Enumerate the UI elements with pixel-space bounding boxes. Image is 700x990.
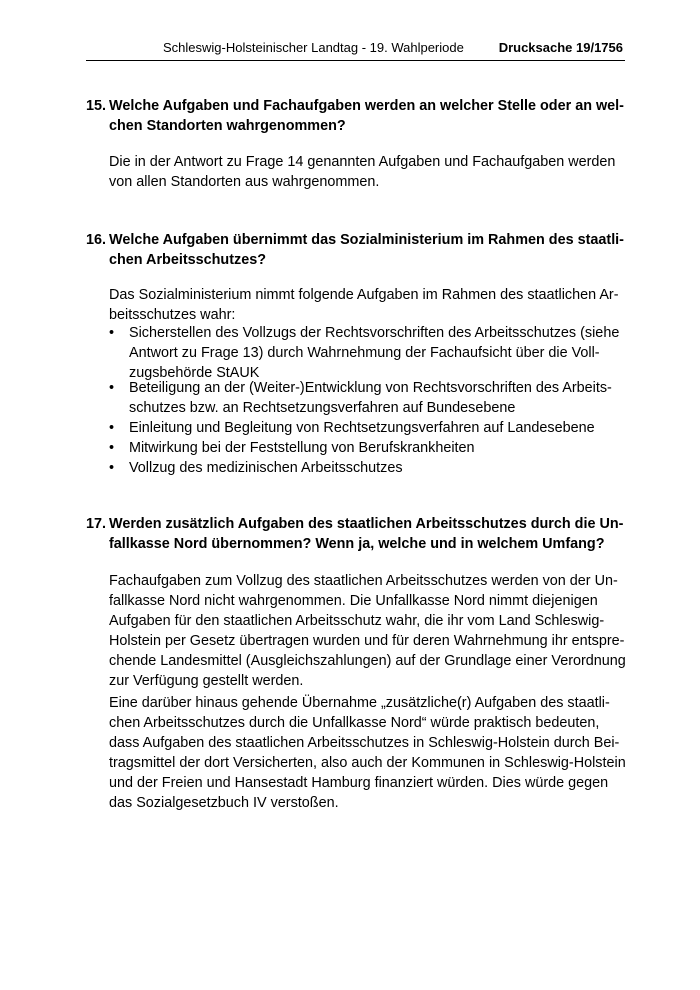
page-header <box>86 40 625 61</box>
text-line: Aufgaben für den staatlichen Arbeitsschutz wahr, die ihr vom Land Schleswig- <box>109 613 605 629</box>
text-line: Das Sozialministerium nimmt folgende Aufgaben im Rahmen des staatlichen Ar- <box>109 287 619 303</box>
text-line: zur Verfügung gestellt werden. <box>109 673 304 689</box>
list-item-line: zugsbehörde StAUK <box>129 365 260 381</box>
list-item-line: Beteiligung an der (Weiter-)Entwicklung von Rechtsvorschriften des Arbeits- <box>129 380 612 396</box>
answer-16-intro <box>109 285 619 325</box>
question-16 <box>86 230 626 270</box>
answer-15 <box>109 152 615 192</box>
bullet-marker: • <box>109 325 115 341</box>
text-line: und der Freien und Hansestadt Hamburg finanziert würden. Dies würde gegen <box>109 775 609 791</box>
list-item-line: Vollzug des medizinischen Arbeitsschutzes <box>129 460 403 476</box>
question-number: 16. <box>86 232 107 248</box>
text-line: dass Aufgaben des staatlichen Arbeitsschutzes in Schleswig-Holstein durch Bei- <box>109 735 620 751</box>
bullet-marker: • <box>109 460 115 476</box>
text-line: chen Arbeitsschutzes durch die Unfallkasse Nord“ würde praktisch bedeuten, <box>109 715 600 731</box>
question-line: chen Standorten wahrgenommen? <box>109 118 346 134</box>
list-item-line: schutzes bzw. an Rechtsetzungsverfahren auf Bundesebene <box>129 400 516 416</box>
text-line: Holstein per Gesetz übertragen wurden und für deren Wahrnehmung ihr entspre- <box>109 633 625 649</box>
text-line: Die in der Antwort zu Frage 14 genannten Aufgaben und Fachaufgaben werden <box>109 154 616 170</box>
header-title: Schleswig-Holsteinischer Landtag - 19. Wahlperiode <box>163 40 464 55</box>
text-line: fallkasse Nord nicht wahrgenommen. Die Unfallkasse Nord nimmt diejenigen <box>109 593 598 609</box>
list-item-line: Antwort zu Frage 13) durch Wahrnehmung der Fachaufsicht über die Voll- <box>129 345 600 361</box>
bullet-marker: • <box>109 380 115 396</box>
text-line: Eine darüber hinaus gehende Übernahme „zusätzliche(r) Aufgaben des staatli- <box>109 695 610 711</box>
question-line: fallkasse Nord übernommen? Wenn ja, welche und in welchem Umfang? <box>109 536 605 552</box>
question-line: chen Arbeitsschutzes? <box>109 252 267 268</box>
bullet-marker: • <box>109 440 115 456</box>
question-17 <box>86 514 626 554</box>
question-number: 15. <box>86 98 107 114</box>
text-line: von allen Standorten aus wahrgenommen. <box>109 174 380 190</box>
list-item-line: Sicherstellen des Vollzugs der Rechtsvorschriften des Arbeitsschutzes (siehe <box>129 325 620 341</box>
text-line: chende Landesmittel (Ausgleichszahlungen) auf der Grundlage einer Verordnung <box>109 653 626 669</box>
list-item-line: Einleitung und Begleitung von Rechtsetzungsverfahren auf Landesebene <box>129 420 595 436</box>
text-line: das Sozialgesetzbuch IV verstoßen. <box>109 795 339 811</box>
text-line: beitsschutzes wahr: <box>109 307 236 323</box>
bullet-marker: • <box>109 420 115 436</box>
question-15 <box>86 96 626 136</box>
header-doc-number: Drucksache 19/1756 <box>498 40 623 55</box>
list-item-line: Mitwirkung bei der Feststellung von Berufskrankheiten <box>129 440 475 456</box>
question-number: 17. <box>86 516 107 532</box>
question-line: Werden zusätzlich Aufgaben des staatlichen Arbeitsschutzes durch die Un- <box>109 516 624 532</box>
question-line: Welche Aufgaben und Fachaufgaben werden an welcher Stelle oder an wel- <box>109 98 624 114</box>
text-line: tragsmittel der dort Versicherten, also auch der Kommunen in Schleswig-Holstein <box>109 755 626 771</box>
answer-17-paragraph-1 <box>109 571 626 691</box>
question-line: Welche Aufgaben übernimmt das Sozialministerium im Rahmen des staatli- <box>109 232 624 248</box>
text-line: Fachaufgaben zum Vollzug des staatlichen Arbeitsschutzes werden von der Un- <box>109 573 618 589</box>
answer-17-paragraph-2 <box>109 693 626 813</box>
